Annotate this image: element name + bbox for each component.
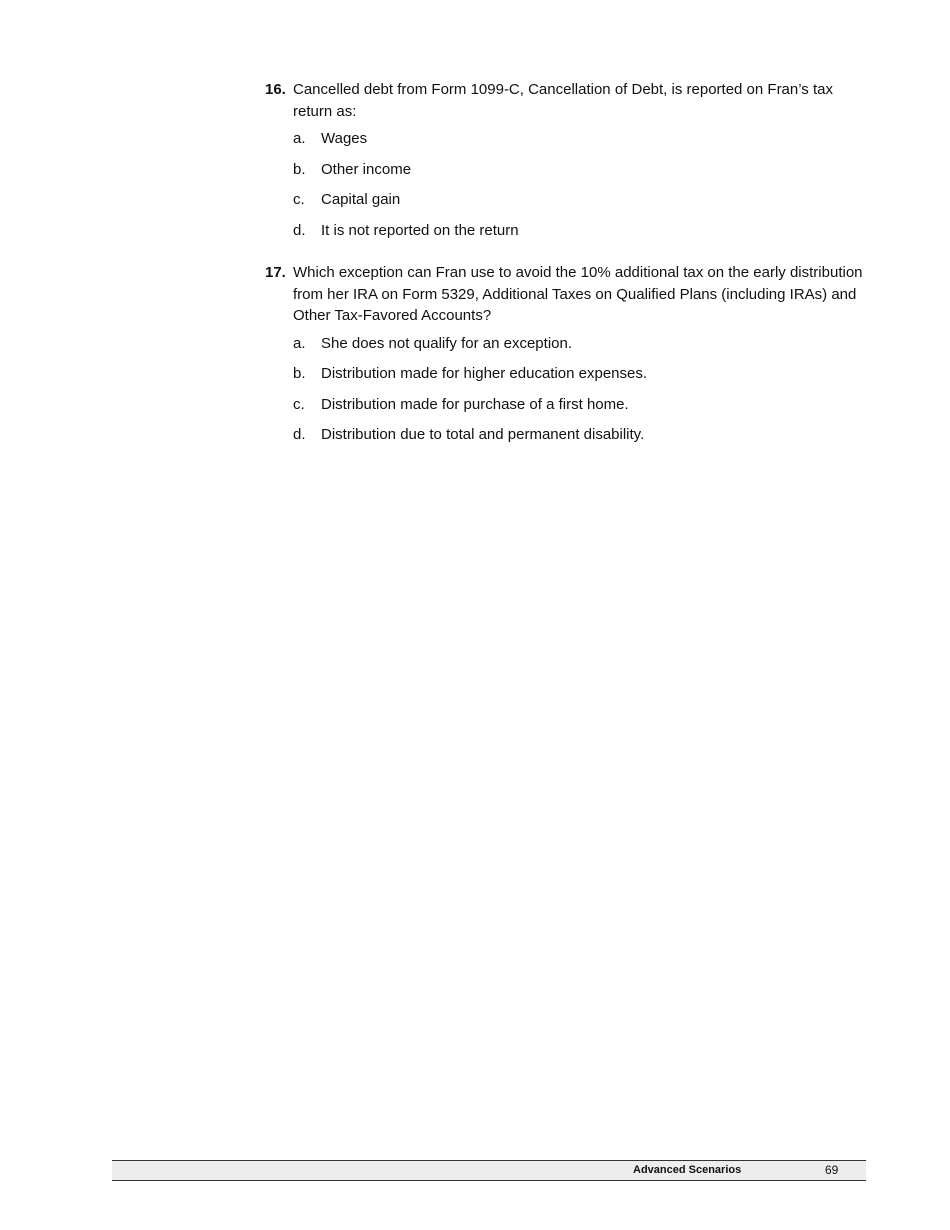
option-a <box>293 128 865 158</box>
page-number: 69 <box>825 1163 839 1177</box>
option-letter: b. <box>293 160 306 178</box>
option-b <box>293 363 865 393</box>
option-text: She does not qualify for an exception. <box>321 334 573 352</box>
option-letter: d. <box>293 426 306 443</box>
question-text: Cancelled debt from Form 1099-C, Cancellation of Debt, is reported on Fran’s tax return as: <box>293 81 833 120</box>
option-letter: a. <box>293 130 306 147</box>
option-d <box>293 424 865 454</box>
option-b <box>293 159 865 189</box>
option-d <box>293 220 865 250</box>
answer-options <box>293 333 865 454</box>
question-number: 17. <box>265 264 286 281</box>
question-16 <box>265 79 865 249</box>
option-text: Other income <box>321 160 412 178</box>
option-text: It is not reported on the return <box>321 221 519 239</box>
option-text: Capital gain <box>321 191 401 208</box>
answer-options <box>293 128 865 249</box>
footer-section-title: Advanced Scenarios <box>633 1164 742 1176</box>
option-text: Distribution due to total and permanent disability. <box>321 426 645 443</box>
option-letter: d. <box>293 221 306 239</box>
option-c <box>293 394 865 424</box>
option-letter: c. <box>293 395 305 413</box>
option-letter: c. <box>293 191 305 208</box>
option-letter: a. <box>293 334 306 352</box>
question-text: Which exception can Fran use to avoid the 10% additional tax on the early distribution from her IRA on Form 5329, Additional Taxes on Qualified Plans (including IRAs) and Other Tax-Favored Accounts? <box>293 264 863 324</box>
page-footer <box>112 1160 866 1181</box>
question-number: 16. <box>265 81 286 98</box>
option-text: Wages <box>321 130 368 147</box>
option-text: Distribution made for higher education expenses. <box>321 365 648 382</box>
question-17 <box>265 262 865 454</box>
option-c <box>293 189 865 219</box>
option-a <box>293 333 865 363</box>
option-letter: b. <box>293 365 306 382</box>
option-text: Distribution made for purchase of a first home. <box>321 395 629 413</box>
